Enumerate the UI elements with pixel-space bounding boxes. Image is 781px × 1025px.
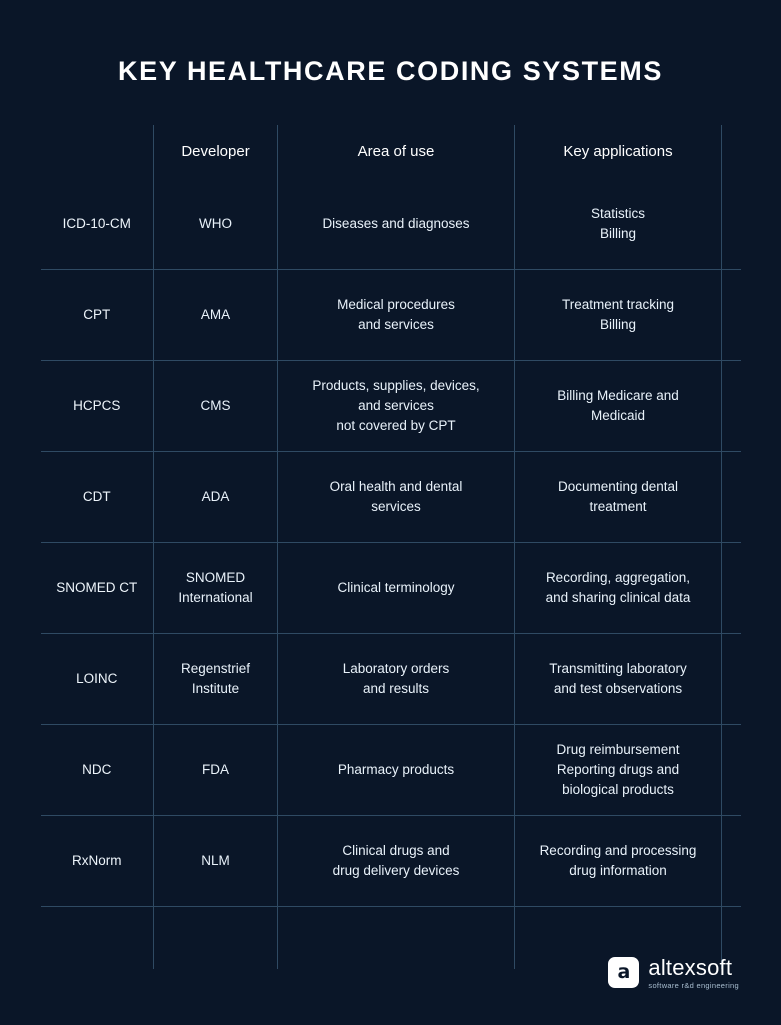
table-row [41, 542, 741, 633]
cell-system: SNOMED CT [41, 542, 154, 633]
cell-system: NDC [41, 724, 154, 815]
cell-developer: NLM [154, 815, 278, 906]
column-header-system [41, 125, 154, 179]
cell-spacer [722, 179, 741, 270]
cell-key-applications: Drug reimbursement Reporting drugs and biological products [515, 724, 722, 815]
altexsoft-logo-text [648, 954, 739, 990]
cell-area-of-use: Medical procedures and services [278, 269, 515, 360]
cell-key-applications: Treatment tracking Billing [515, 269, 722, 360]
cell-area-of-use: Clinical drugs and drug delivery devices [278, 815, 515, 906]
cell-spacer [722, 360, 741, 451]
cell-area-of-use: Clinical terminology [278, 542, 515, 633]
cell-key-applications: Statistics Billing [515, 179, 722, 270]
cell-key-applications: Documenting dental treatment [515, 451, 722, 542]
cell-area-of-use: Diseases and diagnoses [278, 179, 515, 270]
cell-system: ICD-10-CM [41, 179, 154, 270]
table-row [41, 815, 741, 906]
cell-area-of-use: Laboratory orders and results [278, 633, 515, 724]
cell-area-of-use: Oral health and dental services [278, 451, 515, 542]
cell-key-applications: Recording and processing drug information [515, 815, 722, 906]
cell-area-of-use: Products, supplies, devices, and services not covered by CPT [278, 360, 515, 451]
table-body [41, 179, 741, 969]
cell-footer-stub [154, 906, 278, 969]
cell-area-of-use: Pharmacy products [278, 724, 515, 815]
cell-developer: AMA [154, 269, 278, 360]
cell-footer-stub [41, 906, 154, 969]
cell-key-applications: Recording, aggregation, and sharing clinical data [515, 542, 722, 633]
cell-developer: ADA [154, 451, 278, 542]
column-header-spacer [722, 125, 741, 179]
column-header-developer: Developer [154, 125, 278, 179]
cell-key-applications: Billing Medicare and Medicaid [515, 360, 722, 451]
table-header-row [41, 125, 741, 179]
table-header [41, 125, 741, 179]
coding-systems-table-wrapper [41, 125, 741, 969]
cell-system: CDT [41, 451, 154, 542]
cell-spacer [722, 269, 741, 360]
cell-system: RxNorm [41, 815, 154, 906]
cell-spacer [722, 542, 741, 633]
cell-key-applications: Transmitting laboratory and test observations [515, 633, 722, 724]
cell-system: LOINC [41, 633, 154, 724]
cell-spacer [722, 633, 741, 724]
table-row [41, 724, 741, 815]
cell-developer: FDA [154, 724, 278, 815]
table-row [41, 179, 741, 270]
column-header-key-applications: Key applications [515, 125, 722, 179]
cell-developer: SNOMED International [154, 542, 278, 633]
page-title: KEY HEALTHCARE CODING SYSTEMS [118, 56, 663, 86]
cell-spacer [722, 451, 741, 542]
table-row [41, 269, 741, 360]
cell-developer: CMS [154, 360, 278, 451]
cell-developer: Regenstrief Institute [154, 633, 278, 724]
cell-footer-stub [278, 906, 515, 969]
logo-tagline: software r&d engineering [648, 980, 739, 990]
coding-systems-table [41, 125, 741, 969]
cell-spacer [722, 724, 741, 815]
cell-system: CPT [41, 269, 154, 360]
table-row [41, 633, 741, 724]
logo-company-name: altexsoft [648, 954, 733, 980]
cell-system: HCPCS [41, 360, 154, 451]
column-header-area-of-use: Area of use [278, 125, 515, 179]
altexsoft-logo-mark: a [608, 957, 639, 988]
table-row [41, 360, 741, 451]
altexsoft-logo [608, 954, 739, 990]
table-row [41, 451, 741, 542]
cell-developer: WHO [154, 179, 278, 270]
cell-spacer [722, 815, 741, 906]
